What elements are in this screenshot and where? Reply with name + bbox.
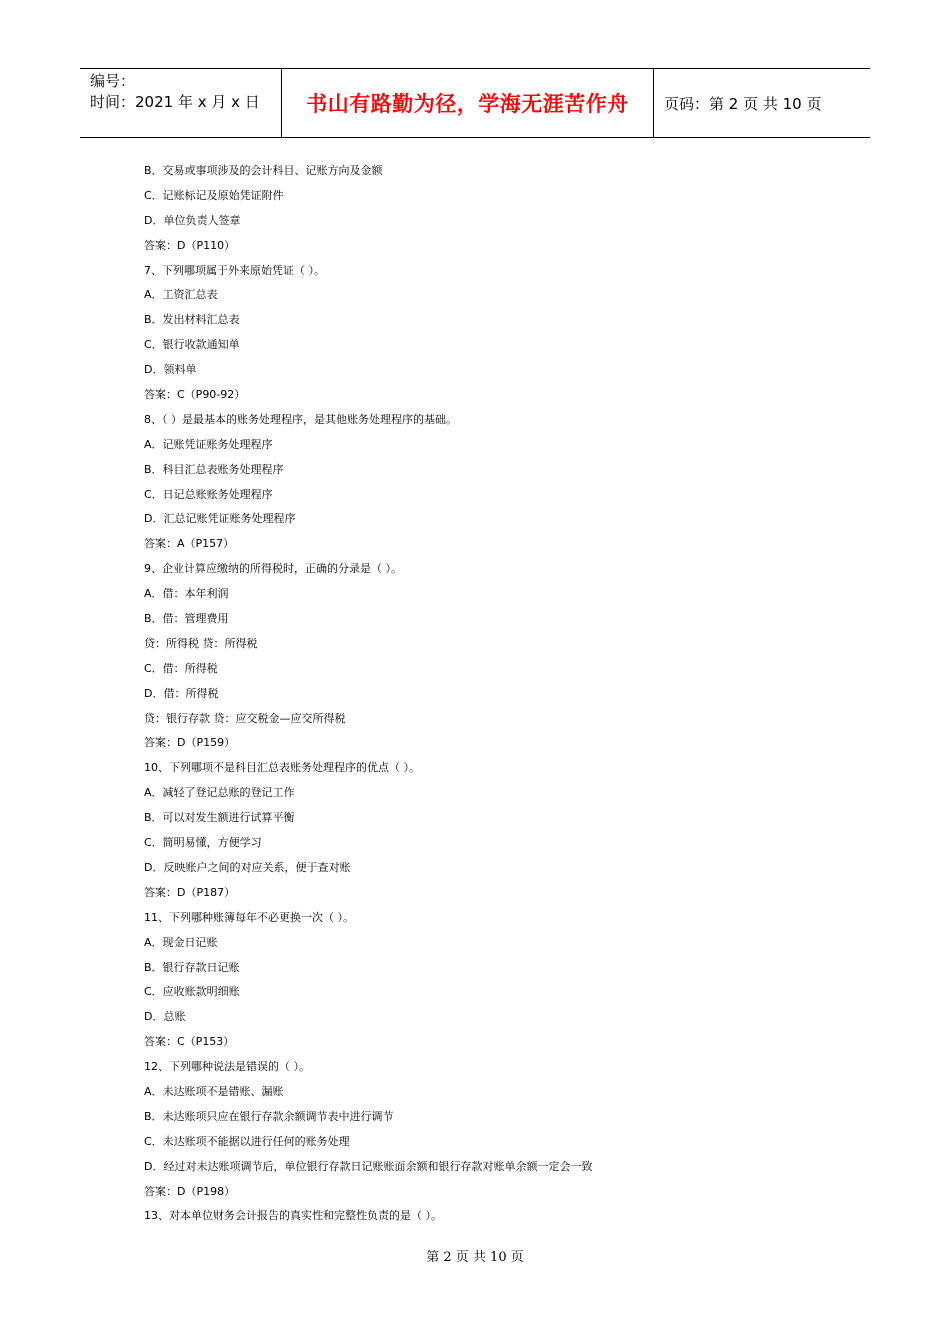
answer-line: 答案：C（P153） [144,1035,235,1049]
document-body [144,159,844,1229]
option-line: A．工资汇总表 [144,288,218,302]
question-line: 11、下列哪种账簿每年不必更换一次（ ）。 [144,910,354,924]
option-line: A．未达账项不是错账、漏账 [144,1084,284,1098]
option-line: A．借：本年利润 [144,587,229,601]
header-meta [80,69,282,137]
question-line: 12、下列哪种说法是错误的（ ）。 [144,1060,310,1074]
option-line: C．应收账款明细账 [144,985,240,999]
question-line: 10、下列哪项不是科目汇总表账务处理程序的优点（ ）。 [144,761,420,775]
option-line: B．未达账项只应在银行存款余额调节表中进行调节 [144,1109,394,1123]
option-line: C．日记总账账务处理程序 [144,487,273,501]
option-line: B．借：管理费用 [144,612,229,626]
answer-line: 答案：D（P159） [144,736,236,750]
answer-line: 答案：C（P90-92） [144,388,246,402]
answer-line: 答案：D（P110） [144,238,236,252]
question-line: 13、对本单位财务会计报告的真实性和完整性负责的是（ ）。 [144,1209,442,1223]
option-line: D．领料单 [144,363,197,377]
question-line: 9、企业计算应缴纳的所得税时，正确的分录是（ ）。 [144,562,402,576]
option-line: A．记账凭证账务处理程序 [144,437,273,451]
motto-text: 书山有路勤为径，学海无涯苦作舟 [306,91,629,116]
option-line: C．记账标记及原始凭证附件 [144,188,284,202]
header-page-info: 页码：第 2 页 共 10 页 [664,94,822,113]
option-line: B．发出材料汇总表 [144,313,240,327]
option-line: D．经过对未达账项调节后，单位银行存款日记账账面余额和银行存款对账单余额一定会一致 [144,1159,593,1173]
option-line: B．科目汇总表账务处理程序 [144,462,284,476]
option-line: D．总账 [144,1010,186,1024]
text-line: 贷：银行存款 贷：应交税金—应交所得税 [144,711,346,725]
option-line: C．银行收款通知单 [144,338,240,352]
option-line: D．汇总记账凭证账务处理程序 [144,512,296,526]
option-line: B．交易或事项涉及的会计科目、记账方向及金额 [144,164,383,177]
option-line: C．借：所得税 [144,661,218,675]
option-line: C．简明易懂，方便学习 [144,836,262,850]
header-motto-cell [282,69,654,137]
option-line: D．借：所得税 [144,686,219,700]
question-line: 8、（ ）是最基本的账务处理程序，是其他账务处理程序的基础。 [144,412,457,426]
document-date: 时间：2021 年 x 月 x 日 [90,93,260,111]
page-footer: 第 2 页 共 10 页 [426,1250,524,1265]
answer-line: 答案：A（P157） [144,537,235,551]
option-line: C．未达账项不能据以进行任何的账务处理 [144,1134,350,1148]
option-line: D．单位负责人签章 [144,213,241,227]
question-line: 7、下列哪项属于外来原始凭证（ ）。 [144,263,325,277]
text-line: 贷：所得税 贷：所得税 [144,636,258,650]
answer-line: 答案：D（P198） [144,1184,236,1198]
option-line: B．银行存款日记账 [144,960,240,974]
option-line: A．减轻了登记总账的登记工作 [144,786,295,800]
header-page-cell [654,69,870,137]
option-line: B．可以对发生额进行试算平衡 [144,811,295,825]
answer-line: 答案：D（P187） [144,885,236,899]
page-header [80,68,870,138]
option-line: D．反映账户之间的对应关系，便于查对账 [144,860,351,874]
document-number-label: 编号： [90,72,136,90]
option-line: A．现金日记账 [144,935,218,949]
